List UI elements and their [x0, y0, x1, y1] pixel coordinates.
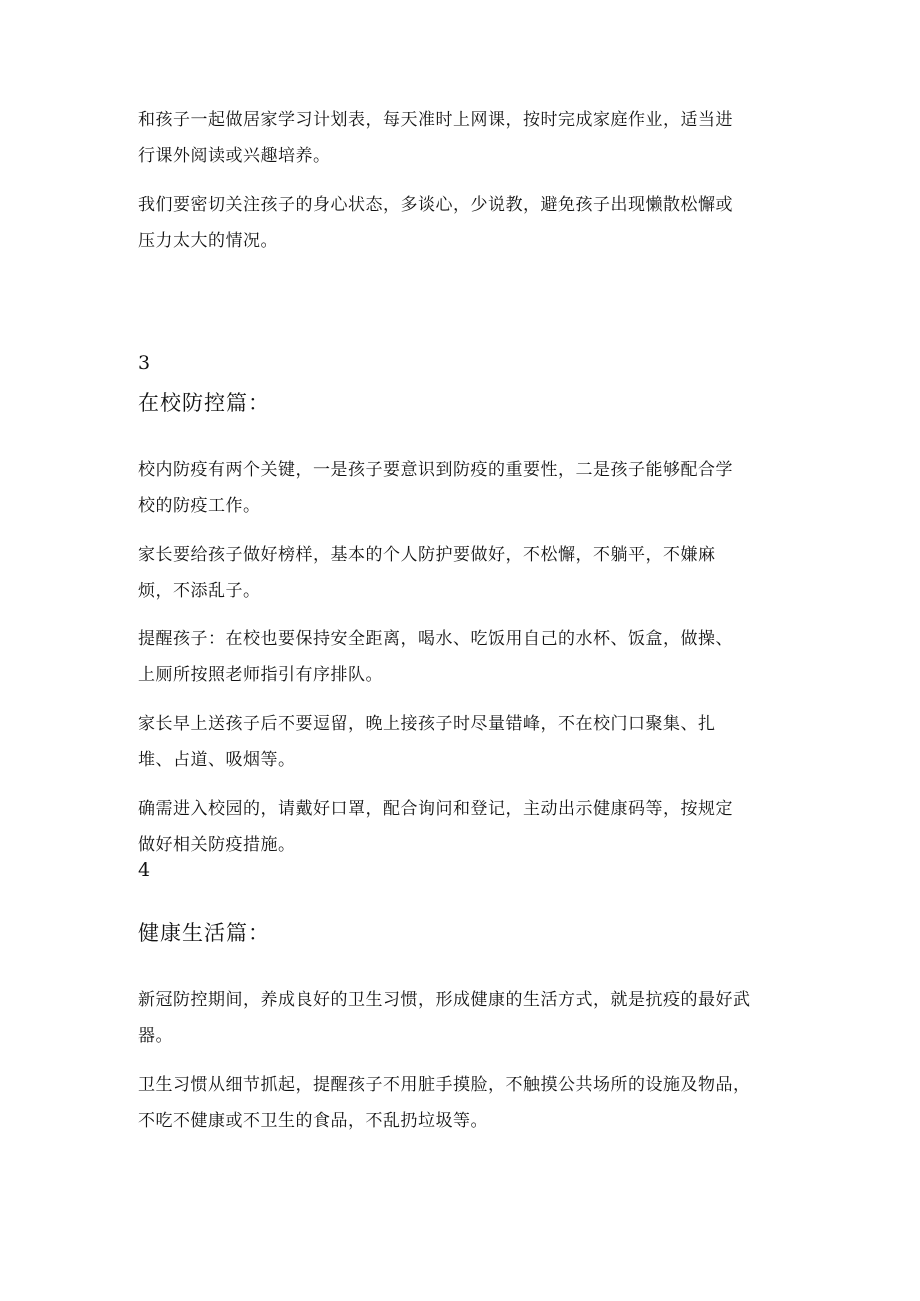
- section-3-title: 在校防控篇：: [138, 391, 270, 415]
- text-line: 不吃不健康或不卫生的食品，不乱扔垃圾等。: [138, 1111, 488, 1131]
- text-line: 堆、占道、吸烟等。: [138, 750, 296, 770]
- section-3-number: 3: [138, 352, 151, 374]
- text-line: 和孩子一起做居家学习计划表，每天准时上网课，按时完成家庭作业，适当进: [138, 110, 733, 130]
- text-line: 确需进入校园的，请戴好口罩，配合询问和登记，主动出示健康码等，按规定: [138, 799, 733, 819]
- text-line: 家长要给孩子做好榜样，基本的个人防护要做好，不松懈，不躺平，不嫌麻: [138, 545, 716, 565]
- text-line: 烦，不添乱子。: [138, 581, 261, 601]
- text-line: 压力太大的情况。: [138, 231, 278, 251]
- section-4-paragraph-1: [138, 982, 798, 1054]
- text-line: 行课外阅读或兴趣培养。: [138, 146, 331, 166]
- text-line: 上厕所按照老师指引有序排队。: [138, 665, 383, 685]
- section-4-number: 4: [138, 859, 151, 881]
- text-line: 卫生习惯从细节抓起，提醒孩子不用脏手摸脸，不触摸公共场所的设施及物品，: [138, 1075, 751, 1095]
- section-3-paragraph-2: [138, 537, 798, 609]
- text-line: 校的防疫工作。: [138, 496, 261, 516]
- section-4-paragraph-2: [138, 1067, 798, 1139]
- section-4-title: 健康生活篇：: [138, 921, 270, 945]
- text-line: 器。: [138, 1026, 173, 1046]
- text-line: 新冠防控期间，养成良好的卫生习惯，形成健康的生活方式，就是抗疫的最好武: [138, 990, 751, 1010]
- text-line: 我们要密切关注孩子的身心状态，多谈心，少说教，避免孩子出现懒散松懈或: [138, 195, 733, 215]
- intro-paragraph-1: [138, 102, 798, 174]
- section-3-paragraph-1: [138, 452, 798, 524]
- text-line: 校内防疫有两个关键，一是孩子要意识到防疫的重要性，二是孩子能够配合学: [138, 460, 733, 480]
- section-3-paragraph-3: [138, 621, 798, 693]
- text-line: 家长早上送孩子后不要逗留，晚上接孩子时尽量错峰，不在校门口聚集、扎: [138, 714, 716, 734]
- section-3-paragraph-4: [138, 706, 798, 778]
- intro-paragraph-2: [138, 187, 798, 259]
- text-line: 提醒孩子：在校也要保持安全距离，喝水、吃饭用自己的水杯、饭盒，做操、: [138, 629, 733, 649]
- text-line: 做好相关防疫措施。: [138, 835, 296, 855]
- section-3-paragraph-5: [138, 791, 798, 863]
